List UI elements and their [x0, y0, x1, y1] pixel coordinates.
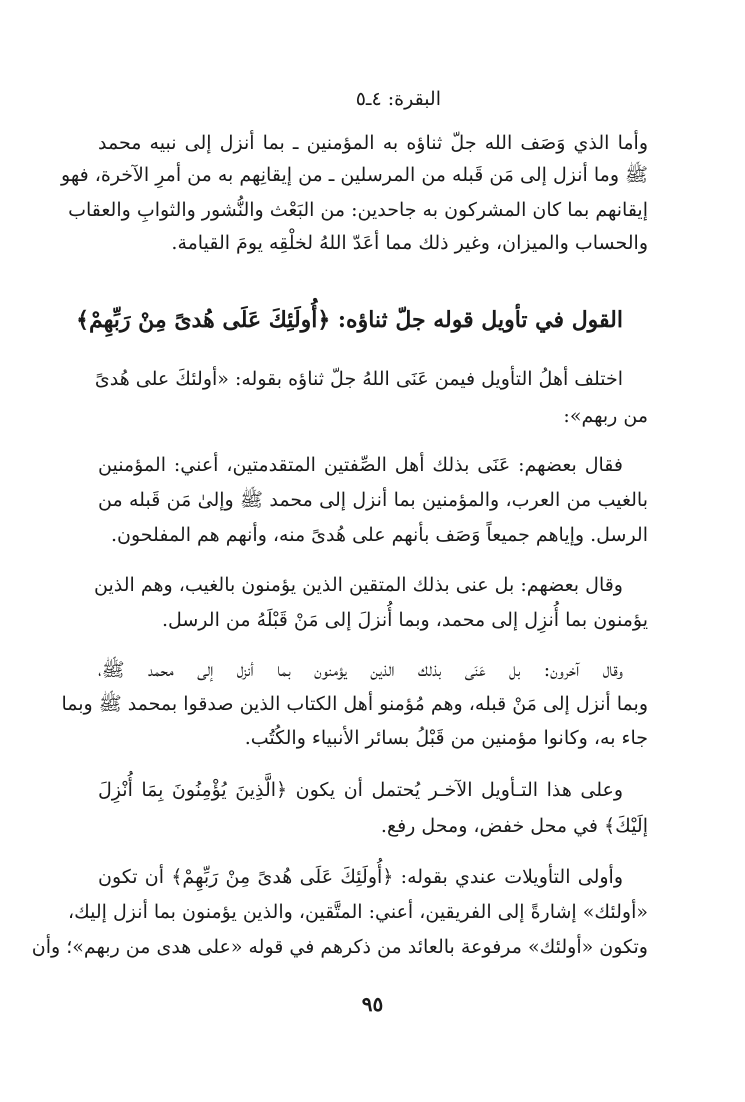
paragraph-4-line-1: وقال بعضهم: بل عنى بذلك المتقين الذين يؤمنون بالغيب، وهم الذين — [94, 574, 623, 596]
paragraph-4-line-2: يؤمنون بما أُنزِل إلى محمد، وبما أُنزلَ إلى مَنْ قَبْلَهُ من الرسل. — [161, 609, 648, 631]
paragraph-3-line-1: فقال بعضهم: عَنَى بذلك أهل الصِّفتين المتقدمتين، أعني: المؤمنين — [98, 454, 623, 476]
paragraph-1-line-1: وأما الذي وَصَف الله جلّ ثناؤه به المؤمنين ـ بما أنزل إلى نبيه محمد — [98, 132, 648, 154]
paragraph-5-line-1: وقال آخرون: بل عَنَى بذلك الذين يؤمنون بما أنزل إلى محمد ﷺ، — [98, 659, 623, 681]
paragraph-6-line-2: إلَيْكَ﴾ في محل خفض، ومحل رفع. — [380, 815, 648, 837]
paragraph-5-line-2: وبما أنزل إلى مَنْ قبله، وهم مُؤمنو أهل الكتاب الذين صدقوا بمحمد ﷺ وبما — [61, 693, 648, 715]
paragraph-3-line-2: بالغيب من العرب، والمؤمنين بما أنزل إلى محمد ﷺ وإلىٰ مَن قَبله من — [98, 489, 648, 511]
paragraph-1-line-4: والحساب والميزان، وغير ذلك مما أعَدّ اللهُ لخلْقِه يومَ القيامة. — [171, 232, 648, 254]
paragraph-2-line-1: اختلف أهلُ التأويل فيمن عَنَى اللهُ جلّ ثناؤه بقوله: «أولئكَ على هُدىً — [94, 368, 623, 390]
paragraph-7-line-2: «أولئك» إشارةً إلى الفريقين، أعني: المتَّقين، والذين يؤمنون بما أنزل إليك، — [68, 901, 648, 923]
paragraph-2-line-2: من ربهم»: — [563, 405, 648, 427]
page-number: ٩٥ — [361, 992, 384, 1016]
paragraph-1-line-3: إيقانهم بما كان المشركون به جاحدين: من البَعْث والنُّشور والثوابِ والعقاب — [68, 199, 648, 221]
paragraph-5-line-3: جاء به، وكانوا مؤمنين من قَبْلُ بسائر الأنبياء والكُتُب. — [244, 727, 648, 749]
paragraph-6-line-1: وعلى هذا التـأويل الآخـر يُحتمل أن يكون ﴿الَّذِينَ يُؤْمِنُونَ بِمَا أُنْزِلَ — [98, 779, 623, 801]
paragraph-1-line-2: ﷺ وما أنزل إلى مَن قَبله من المرسلين ـ من إيقانِهم به من أمرِ الآخرة، فهو — [61, 164, 648, 186]
paragraph-3-line-3: الرسل. وإياهم جميعاً وَصَف بأنهم على هُدىً منه، وأنهم هم المفلحون. — [110, 524, 648, 546]
section-heading: القول في تأويل قوله جلّ ثناؤه: ﴿أُولَئِكَ عَلَى هُدىً مِنْ رَبِّهِمْ﴾ — [76, 307, 623, 333]
paragraph-7-line-1: وأولى التأويلات عندي بقوله: ﴿أُولَئِكَ عَلَى هُدىً مِنْ رَبِّهِمْ﴾ أن تكون — [98, 866, 623, 888]
paragraph-7-line-3: وتكون «أولئك» مرفوعة بالعائد من ذكرهم في قوله «على هدى من ربهم»؛ وأن — [31, 936, 648, 958]
running-header: البقرة: ٤ـ٥ — [355, 88, 441, 110]
